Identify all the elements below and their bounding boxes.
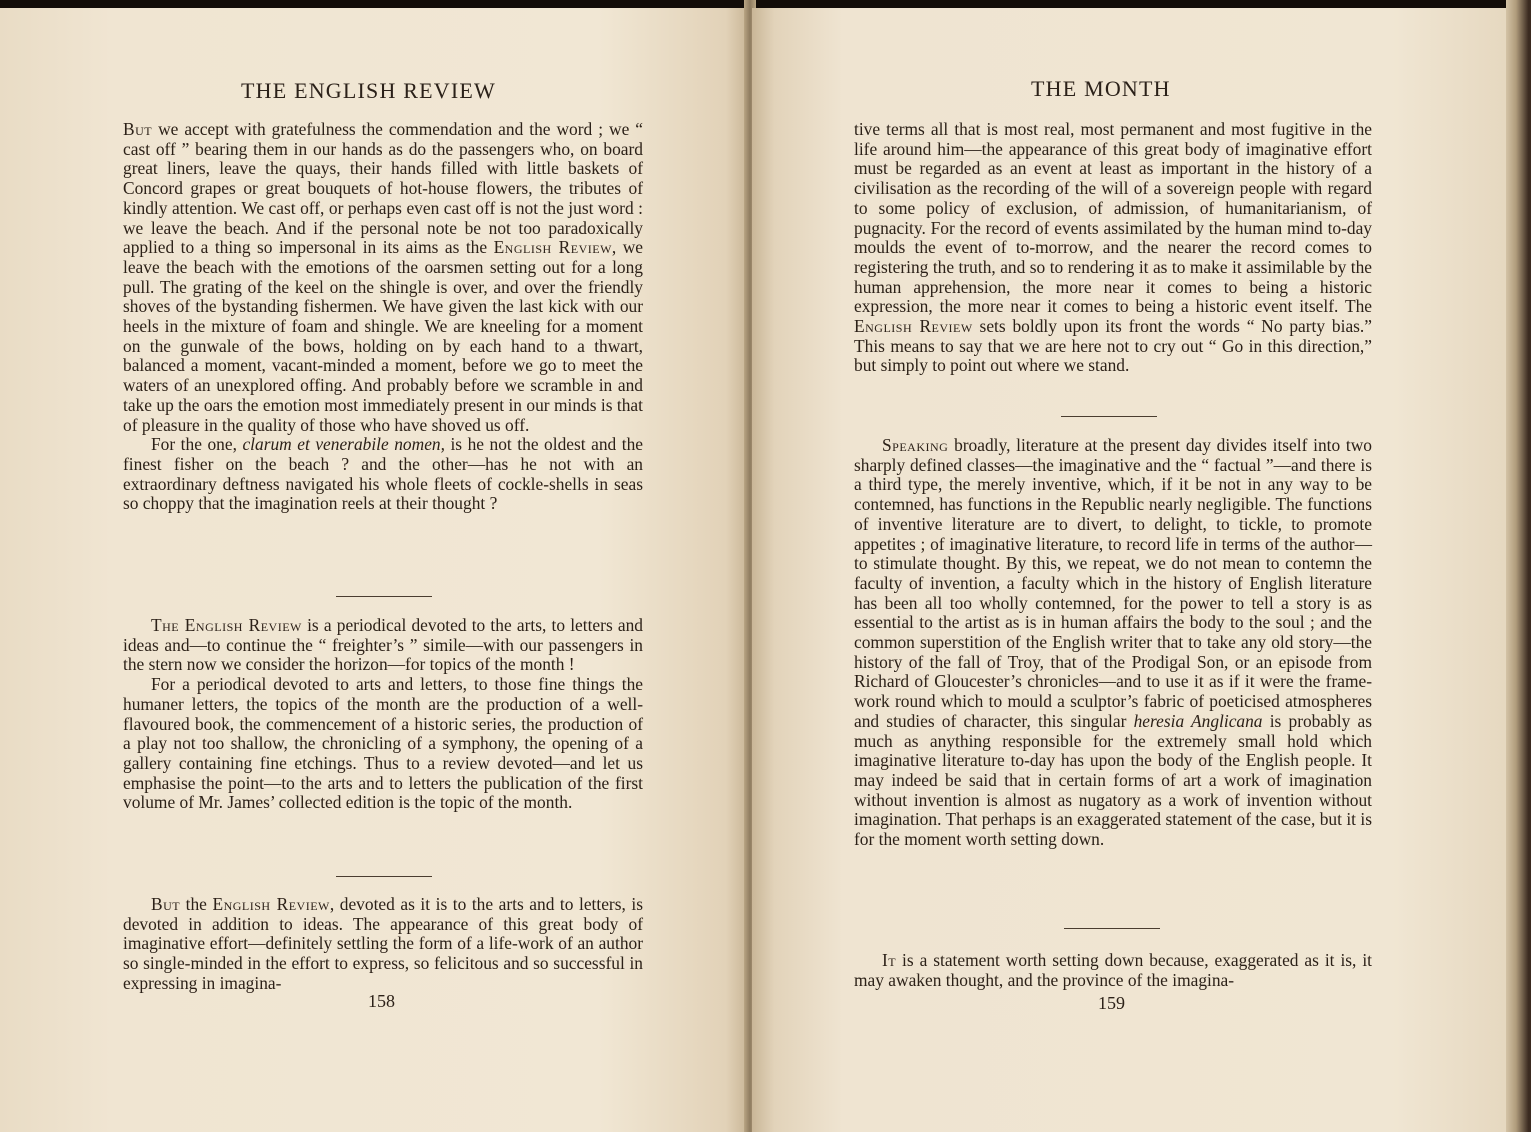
paragraph-text: is probably as much as anything responsible for the extremely small hold which imaginative literature to-day has upon the body of the English people. It may indeed be said that in certain forms of art a work of imagination without invention is almost as nugatory as a work of invention without imagination. That perhaps is an exaggerated statement of the case, but it is for the moment worth setting down. [854, 710, 1373, 850]
section-divider [1064, 928, 1160, 929]
journal-name: English Review [493, 237, 612, 258]
right-section-3 [854, 951, 1372, 990]
paragraph-text: is a periodical devoted to the arts, to letters and ideas and—to continue the “ freighter’s ” simile—with our passengers in the stern now we consider the horizon—for topics of the month ! [123, 615, 644, 675]
paragraph [854, 951, 1372, 990]
left-section-3 [123, 895, 643, 994]
section-divider [336, 876, 432, 877]
paragraph-text: , we leave the beach with the emotions of the oarsmen setting out for a long pull. The grating of the keel on the shingle is over, and over the friendly shoves of the bystanding fishermen. We have given the last kick with our heels in the mixture of foam and shingle. We are kneeling for a moment on the gunwale of the bows, holding on by each hand to a thwart, balanced a moment, vacant-minded a moment, before we go to meet the waters of an unexplored offing. And probably before we scramble in and take up the oars the emotion most immediately present in our minds is that of pleasure in the quality of those who have shoved us off. [123, 237, 643, 435]
right-page [752, 8, 1506, 1132]
paragraph-text: tive terms all that is most real, most permanent and most fugitive in the life around him—the appearance of this great body of imaginative effort must be regarded as an event at least as important in the history of a civilisation as the recording of the will of a sovereign people with regard to some policy of exclusion, of admission, of humanitarianism, of pugnacity. For the record of events assimilated by the human mind to-day moulds the event of to-morrow, and the nearer the record comes to registering the truth, and so to rendering it as to make it assimilable by the human apprehension, the more near it comes to being a historic expression, the more near it comes to being a historic event itself. The [854, 119, 1372, 317]
left-page [0, 8, 748, 1132]
paragraph-lead: It [882, 950, 897, 970]
page-number: 158 [368, 991, 395, 1011]
right-running-head: THE MONTH [1031, 76, 1171, 101]
journal-name: English Review [854, 316, 973, 337]
left-section-1 [123, 120, 643, 514]
italic-phrase: clarum et venerabile nomen, [242, 434, 445, 455]
left-running-head: THE ENGLISH REVIEW [241, 78, 496, 103]
paragraph [123, 435, 643, 514]
paragraph-lead: But [123, 119, 153, 139]
paragraph [123, 675, 643, 813]
paragraph-lead: But [151, 894, 181, 914]
left-section-2 [123, 616, 643, 813]
paragraph-text: For a periodical devoted to arts and letters, to those fine things the humaner letters, the topics of the month are the production of a well-flavoured book, the commencement of a historic series, the production of a play not too shallow, the chronicling of a symphony, the opening of a gallery containing fine etchings. Thus to a review devoted—and let us emphasise the point—to the arts and to letters the publication of the first volume of Mr. James’ collected edition is the topic of the month. [123, 674, 643, 813]
paragraph-lead: The English Review [151, 615, 302, 635]
paragraph-text: For the one, [151, 434, 243, 455]
paragraph [123, 895, 643, 994]
paragraph [123, 616, 643, 675]
section-divider [336, 596, 432, 597]
paragraph-text: we accept with gratefulness the commendation and the word ; we “ cast off ” bearing them in our hands as do the passengers who, on board great liners, leave the quays, their hands filled with little baskets of Concord grapes or great bouquets of hot-house flowers, the tributes of kindly attention. We cast off, or perhaps even cast off is not the just word : we leave the beach. And if the personal note be not too paradoxically applied to a thing so impersonal in its aims as the [123, 119, 643, 258]
paragraph-lead: Speaking [882, 435, 949, 455]
paragraph-text: , devoted as it is to the arts and to letters, is devoted in addition to ideas. The appearance of this great body of imaginative effort—definitely settling the form of a life-work of an author so single-minded in the effort to express, so felicitous and so successful in expressing in imagina- [123, 894, 643, 993]
right-section-2 [854, 436, 1372, 850]
paragraph [123, 120, 643, 435]
paragraph-text: is he not the oldest and the finest fisher on the beach ? and the other—has he not with an extraordinary deftness navigated his whole fleets of cockle-shells in seas so choppy that the imagination reels at their thought ? [123, 434, 644, 514]
paragraph-text: sets boldly upon its front the words “ No party bias.” This means to say that we are here not to cry out “ Go in this direction,” but simply to point out where we stand. [854, 316, 1373, 376]
page-edge-shadow [1506, 0, 1531, 1132]
paragraph [854, 436, 1372, 850]
paragraph-text: the [180, 894, 213, 914]
section-divider [1061, 416, 1157, 417]
paragraph [854, 120, 1372, 376]
paragraph-text: is a statement worth setting down because, exaggerated as it is, it may awaken thought, and the province of the imagina- [854, 950, 1372, 990]
journal-name: English Review [212, 894, 330, 914]
right-section-1 [854, 120, 1372, 376]
italic-phrase: heresia Anglicana [1133, 710, 1263, 731]
paragraph-text: broadly, literature at the present day divides itself into two sharply defined classes—the imaginative and the “ factual ”—and there is a third type, the merely inventive, which, if it be not in any way to be contemned, has functions in the Republic nearly negligible. The functions of inventive literature are to divert, to delight, to tickle, to promote appetites ; of imaginative literature, to record life in terms of the author—to stimulate thought. By this, we repeat, we do not mean to contemn the faculty of invention, a faculty which in the history of English literature has been all too wholly contemned, for the power to tell a story is as essential to the artist as is in human affairs the body to the soul ; and the common superstition of the English writer that to take any old story—the history of the fall of Troy, that of the Prodigal Son, or an episode from Richard of Gloucester’s chronicles—and to use it as if it were the frame-work round which to mould a sculptor’s fabric of poeticised atmospheres and studies of character, this singular [854, 435, 1372, 731]
page-number: 159 [1098, 993, 1125, 1013]
